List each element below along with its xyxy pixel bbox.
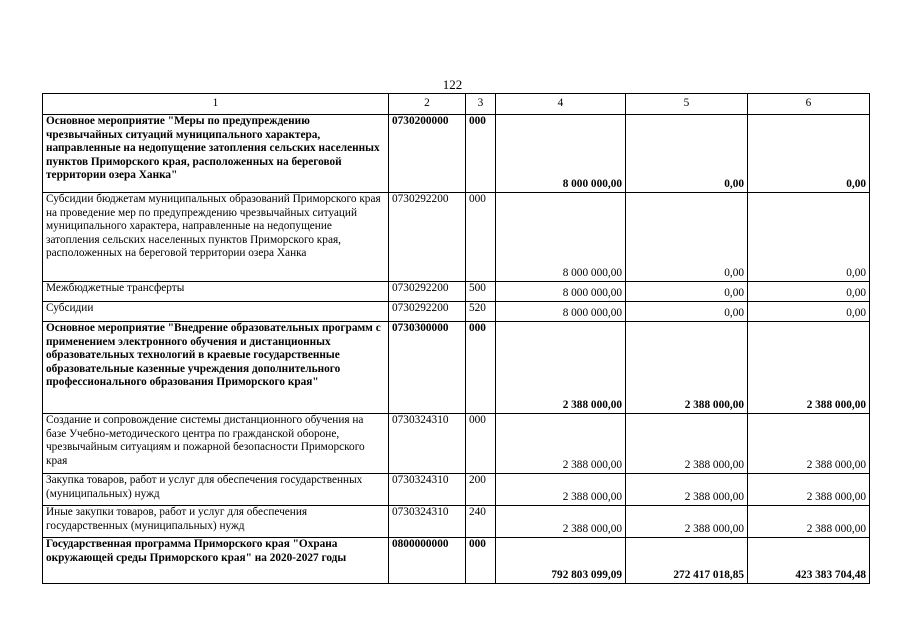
row-code-cell: 0730324310 [389, 474, 466, 506]
row-code-cell: 0730324310 [389, 506, 466, 538]
row-value-2025-cell: 2 388 000,00 [496, 474, 626, 506]
table-row [43, 322, 870, 414]
row-value-2025-cell: 8 000 000,00 [496, 193, 626, 282]
row-value-2025-cell: 8 000 000,00 [496, 302, 626, 322]
row-name-cell: Основное мероприятие "Внедрение образовательных программ с применением электронного обучения и дистанционных образовательных технологий в краевые государственные образовательные казенные учреждения дополнительного профессионального образования Приморского края" [43, 322, 389, 414]
row-expense-type-cell: 000 [466, 115, 496, 193]
row-expense-type-cell: 520 [466, 302, 496, 322]
table-row [43, 282, 870, 302]
row-name-cell: Субсидии бюджетам муниципальных образований Приморского края на проведение мер по предупреждению чрезвычайных ситуаций муниципального характера, направленные на недопущение затопления сельских населенных пунктов Приморского края, расположенных на береговой территории озера Ханка [43, 193, 389, 282]
row-name-cell: Создание и сопровождение системы дистанционного обучения на базе Учебно-методического центра по гражданской обороне, чрезвычайным ситуациям и пожарной безопасности Приморского края [43, 414, 389, 474]
row-name-cell: Закупка товаров, работ и услуг для обеспечения государственных (муниципальных) нужд [43, 474, 389, 506]
column-header: 2 [389, 94, 466, 115]
row-value-2025-cell: 8 000 000,00 [496, 115, 626, 193]
row-value-2026-cell: 272 417 018,85 [626, 538, 748, 584]
row-value-2026-cell: 2 388 000,00 [626, 474, 748, 506]
row-value-2025-cell: 8 000 000,00 [496, 282, 626, 302]
row-code-cell: 0800000000 [389, 538, 466, 584]
row-value-2027-cell: 2 388 000,00 [748, 506, 870, 538]
row-value-2027-cell: 0,00 [748, 282, 870, 302]
row-name-cell: Иные закупки товаров, работ и услуг для обеспечения государственных (муниципальных) нужд [43, 506, 389, 538]
row-expense-type-cell: 000 [466, 193, 496, 282]
column-header: 6 [748, 94, 870, 115]
row-value-2026-cell: 0,00 [626, 302, 748, 322]
column-header: 4 [496, 94, 626, 115]
row-expense-type-cell: 200 [466, 474, 496, 506]
row-value-2026-cell: 2 388 000,00 [626, 322, 748, 414]
row-expense-type-cell: 000 [466, 538, 496, 584]
table-row [43, 193, 870, 282]
table-row [43, 474, 870, 506]
row-name-cell: Межбюджетные трансферты [43, 282, 389, 302]
table-body [43, 115, 870, 584]
row-name-cell: Государственная программа Приморского края "Охрана окружающей среды Приморского края" на 2020-2027 годы [43, 538, 389, 584]
page-number: 122 [442, 77, 463, 92]
row-expense-type-cell: 000 [466, 414, 496, 474]
column-header: 5 [626, 94, 748, 115]
row-code-cell: 0730324310 [389, 414, 466, 474]
row-code-cell: 0730292200 [389, 282, 466, 302]
row-name-cell: Основное мероприятие "Меры по предупреждению чрезвычайных ситуаций муниципального характера, направленные на недопущение затопления сельских населенных пунктов Приморского края, расположенных на береговой территории озера Ханка" [43, 115, 389, 193]
row-value-2027-cell: 0,00 [748, 193, 870, 282]
row-expense-type-cell: 000 [466, 322, 496, 414]
row-value-2027-cell: 0,00 [748, 115, 870, 193]
table-row [43, 302, 870, 322]
row-value-2027-cell: 2 388 000,00 [748, 474, 870, 506]
row-value-2027-cell: 0,00 [748, 302, 870, 322]
row-value-2027-cell: 2 388 000,00 [748, 414, 870, 474]
row-value-2025-cell: 2 388 000,00 [496, 414, 626, 474]
row-value-2025-cell: 2 388 000,00 [496, 322, 626, 414]
row-value-2026-cell: 0,00 [626, 193, 748, 282]
row-value-2026-cell: 0,00 [626, 115, 748, 193]
table-row [43, 538, 870, 584]
row-value-2027-cell: 423 383 704,48 [748, 538, 870, 584]
column-header: 1 [43, 94, 389, 115]
row-code-cell: 0730300000 [389, 322, 466, 414]
row-expense-type-cell: 500 [466, 282, 496, 302]
row-value-2026-cell: 2 388 000,00 [626, 506, 748, 538]
row-code-cell: 0730292200 [389, 302, 466, 322]
row-code-cell: 0730292200 [389, 193, 466, 282]
column-header: 3 [466, 94, 496, 115]
row-value-2025-cell: 792 803 099,09 [496, 538, 626, 584]
table-row [43, 414, 870, 474]
row-name-cell: Субсидии [43, 302, 389, 322]
table-row [43, 506, 870, 538]
row-value-2026-cell: 2 388 000,00 [626, 414, 748, 474]
table-row [43, 115, 870, 193]
budget-table [42, 93, 870, 584]
row-code-cell: 0730200000 [389, 115, 466, 193]
table-header-row [43, 94, 870, 115]
row-value-2025-cell: 2 388 000,00 [496, 506, 626, 538]
row-expense-type-cell: 240 [466, 506, 496, 538]
row-value-2027-cell: 2 388 000,00 [748, 322, 870, 414]
row-value-2026-cell: 0,00 [626, 282, 748, 302]
